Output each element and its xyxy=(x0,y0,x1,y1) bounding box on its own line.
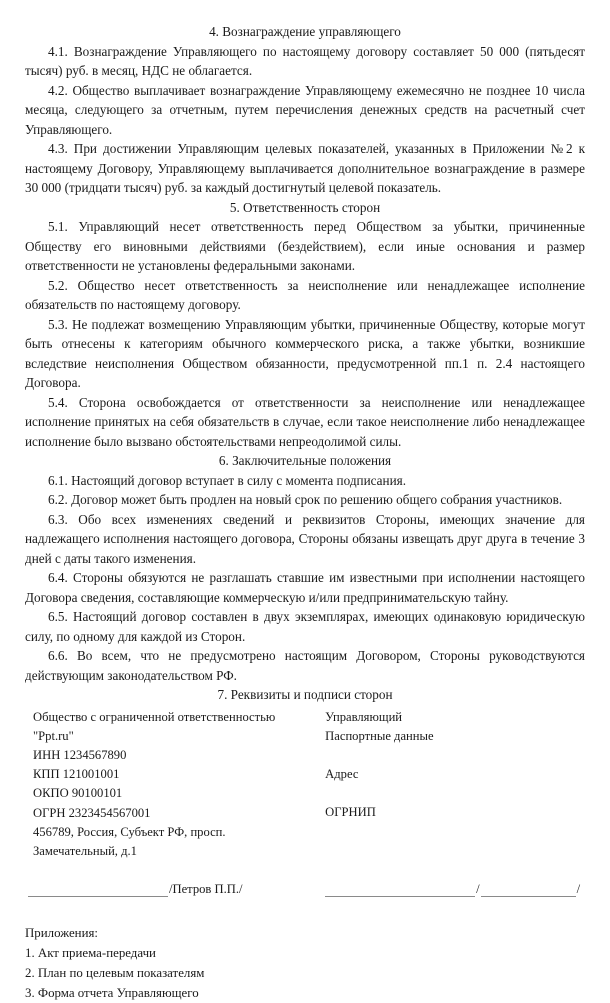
clause-6-6: 6.6. Во всем, что не предусмотрено настоящим Договором, Стороны руководствуются действующим законодательством РФ. xyxy=(25,648,585,683)
left-party-kpp: КПП 121001001 xyxy=(33,767,120,782)
requisites-left-party xyxy=(25,708,317,862)
requisites-right-party xyxy=(317,708,585,862)
appendix-item: 3. Форма отчета Управляющего xyxy=(25,986,199,1001)
left-party-inn: ИНН 1234567890 xyxy=(33,747,127,762)
right-party-role: Управляющий xyxy=(325,709,403,724)
signature-block xyxy=(25,881,585,897)
clause-6-1: 6.1. Настоящий договор вступает в силу с момента подписания. xyxy=(48,472,406,488)
right-party-passport: Паспортные данные xyxy=(325,728,434,743)
spacer xyxy=(325,746,585,765)
clause-5-4: 5.4. Сторона освобождается от ответственности за неисполнение или ненадлежащее исполнение принятых на себя обязательств в случае, если такое неисполнение либо ненадлежащее исполнение было вызвано обстоятельствами непреодолимой силы. xyxy=(25,394,585,449)
left-party-address: 456789, Россия, Субъект РФ, просп. xyxy=(33,824,226,839)
spacer xyxy=(325,784,585,803)
requisites-block xyxy=(25,708,585,862)
left-party-line: Общество с ограниченной ответственностью xyxy=(33,709,276,724)
clause-4-3: 4.3. При достижении Управляющим целевых показателей, указанных в Приложении №2 к настоящему Договору, Управляющему выплачивается дополнительное вознаграждение в размере 30 000 (тридцати тысяч) руб. за каждый достигнутый целевой показатель. xyxy=(25,141,585,195)
right-party-address: Адрес xyxy=(325,767,359,782)
clause-5-2: 5.2. Общество несет ответственность за неисполнение или ненадлежащее исполнение обязательств по настоящему договору. xyxy=(25,277,585,312)
section-heading-6: 6. Заключительные положения xyxy=(218,453,392,468)
appendices-block xyxy=(25,923,585,1003)
clause-6-4: 6.4. Стороны обязуются не разглашать ставшие им известными при исполнении настоящего Договора сведения, составляющие коммерческую и/или предпринимательскую тайну. xyxy=(25,570,585,605)
appendix-item: 1. Акт приема-передачи xyxy=(25,946,156,961)
signature-slash: / xyxy=(576,882,581,897)
left-party-line: "Ppt.ru" xyxy=(33,728,74,743)
section-heading-4: 4. Вознаграждение управляющего xyxy=(209,24,401,39)
signature-line-right-2[interactable] xyxy=(481,884,576,897)
signature-line-left[interactable] xyxy=(28,884,168,897)
clause-5-1: 5.1. Управляющий несет ответственность перед Обществом за убытки, причиненные Обществу его виновными действиями (бездействием), если иные основания и размер ответственности не установлены федеральными законами. xyxy=(25,219,585,273)
clause-6-2: 6.2. Договор может быть продлен на новый срок по решению общего собрания участников. xyxy=(48,492,563,507)
signature-name-left: /Петров П.П./ xyxy=(169,882,243,897)
clause-4-1: 4.1. Вознаграждение Управляющего по настоящему договору составляет 50 000 (пятьдесят тысяч) руб. в месяц, НДС не облагается. xyxy=(25,43,585,78)
left-party-ogrn: ОГРН 2323454567001 xyxy=(33,805,151,820)
appendix-item: 2. План по целевым показателям xyxy=(25,966,205,981)
clause-4-2: 4.2. Общество выплачивает вознаграждение Управляющему ежемесячно не позднее 10 числа месяца, следующего за отчетным, путем перечисления денежных средств на расчетный счет Управляющего. xyxy=(25,82,585,137)
signature-right xyxy=(317,881,585,897)
section-heading-7: 7. Реквизиты и подписи сторон xyxy=(217,687,393,702)
right-party-ogrnip: ОГРНИП xyxy=(325,805,376,820)
signature-line-right-1[interactable] xyxy=(325,884,475,897)
clause-6-3: 6.3. Обо всех изменениях сведений и реквизитов Стороны, имеющих значение для надлежащего исполнения настоящего договора, Стороны обязаны извещать друг друга в течение 3 дней с даты такого изменения. xyxy=(25,511,585,566)
section-heading-5: 5. Ответственность сторон xyxy=(229,199,381,215)
left-party-address: Замечательный, д.1 xyxy=(33,843,137,858)
signature-slash: / xyxy=(476,882,480,897)
clause-5-3: 5.3. Не подлежат возмещению Управляющим убытки, причиненные Обществу, которые могут быть отнесены к категориям обычного коммерческого риска, а также убытки, возникшие вследствие неисполнения Обществом обязанности, предусмотренной пп.1 п. 2.4 настоящего Договора. xyxy=(25,316,585,390)
clause-6-5: 6.5. Настоящий договор составлен в двух экземплярах, имеющих одинаковую юридическую силу, по одному для каждой из Сторон. xyxy=(25,609,585,644)
signature-left xyxy=(25,881,317,897)
appendices-title: Приложения: xyxy=(25,926,98,941)
left-party-okpo: ОКПО 90100101 xyxy=(33,786,123,801)
